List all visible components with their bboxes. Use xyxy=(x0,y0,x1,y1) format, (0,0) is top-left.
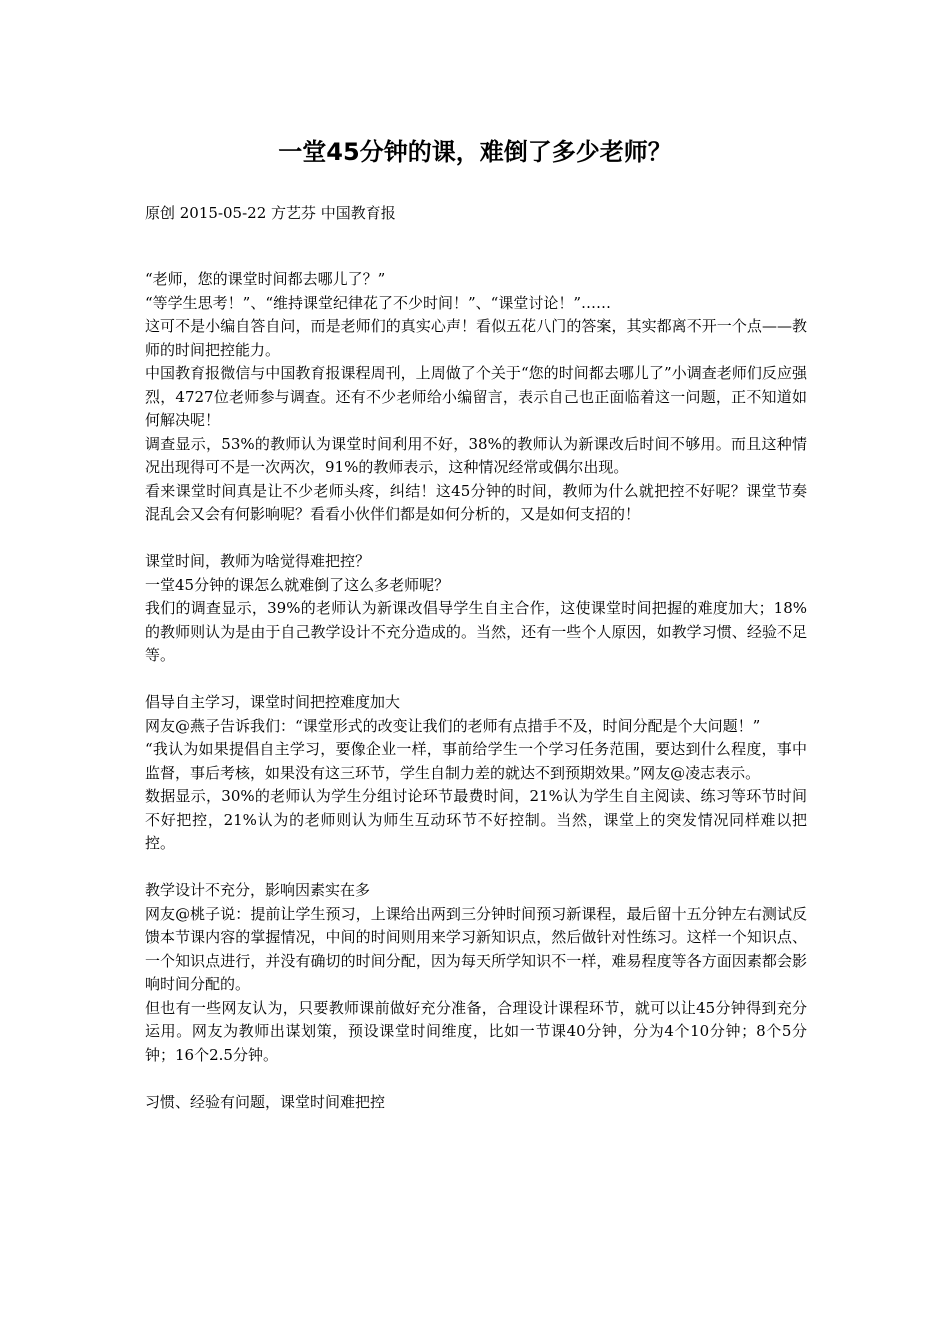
paragraph: 网友@桃子说：提前让学生预习，上课给出两到三分钟时间预习新课程，最后留十五分钟左右测试反馈本节课内容的掌握情况，中间的时间则用来学习新知识点，然后做针对性练习。这样一个知识点、一个知识点进行，并没有确切的时间分配，因为每天所学知识不一样，难易程度等各方面因素都会影响时间分配的。 xyxy=(145,904,807,993)
paragraph-gap xyxy=(145,856,807,880)
paragraph: “老师，您的课堂时间都去哪儿了？” xyxy=(145,270,386,288)
paragraph: 看来课堂时间真是让不少老师头疼，纠结！这45分钟的时间，教师为什么就把控不好呢？课堂节奏混乱会又会有何影响呢？看看小伙伴们都是如何分析的，又是如何支招的！ xyxy=(145,481,807,523)
article-body xyxy=(145,268,807,1114)
article-title: 一堂45分钟的课，难倒了多少老师？ xyxy=(278,138,672,166)
paragraph: 调查显示，53%的教师认为课堂时间利用不好，38%的教师认为新课改后时间不够用。而且这种情况出现得可不是一次两次，91%的教师表示，这种情况经常或偶尔出现。 xyxy=(145,434,807,476)
paragraph: 数据显示，30%的老师认为学生分组讨论环节最费时间，21%认为学生自主阅读、练习等环节时间不好把控，21%认为的老师则认为师生互动环节不好控制。当然，课堂上的突发情况同样难以把控。 xyxy=(145,787,807,852)
paragraph: 但也有一些网友认为，只要教师课前做好充分准备，合理设计课程环节，就可以让45分钟得到充分运用。网友为教师出谋划策，预设课堂时间维度，比如一节课40分钟，分为4个10分钟；8个5分钟；16个2.5分钟。 xyxy=(145,998,807,1064)
paragraph: “等学生思考！”、“维持课堂纪律花了不少时间！”、“课堂讨论！”…… xyxy=(145,293,612,312)
paragraph: 教学设计不充分，影响因素实在多 xyxy=(145,881,371,899)
paragraph: 中国教育报微信与中国教育报课程周刊，上周做了个关于“您的时间都去哪儿了”小调查老师们反应强烈，4727位老师参与调查。还有不少老师给小编留言，表示自己也正面临着这一问题，正不知道如何解决呢！ xyxy=(145,364,807,429)
paragraph: 网友@燕子告诉我们：“课堂形式的改变让我们的老师有点措手不及，时间分配是个大问题！” xyxy=(145,716,761,735)
paragraph-gap xyxy=(145,1067,807,1091)
paragraph: 习惯、经验有问题，课堂时间难把控 xyxy=(145,1092,386,1111)
paragraph: 倡导自主学习，课堂时间把控难度加大 xyxy=(145,693,401,711)
paragraph: 一堂45分钟的课怎么就难倒了这么多老师呢？ xyxy=(145,575,450,594)
paragraph-gap xyxy=(145,527,807,551)
paragraph: 这可不是小编自答自问，而是老师们的真实心声！看似五花八门的答案，其实都离不开一个点——教师的时间把控能力。 xyxy=(145,317,807,359)
article-meta: 原创 2015-05-22 方艺芬 中国教育报 xyxy=(145,204,396,222)
paragraph: 我们的调查显示，39%的老师认为新课改倡导学生自主合作，这使课堂时间把握的难度加大；18%的教师则认为是由于自己教学设计不充分造成的。当然，还有一些个人原因，如教学习惯、经验不足等。 xyxy=(145,599,807,664)
paragraph: “我认为如果提倡自主学习，要像企业一样，事前给学生一个学习任务范围，要达到什么程度，事中监督，事后考核，如果没有这三环节，学生自制力差的就达不到预期效果。”网友@凌志表示。 xyxy=(145,740,807,782)
paragraph: 课堂时间，教师为啥觉得难把控？ xyxy=(145,552,371,570)
paragraph-gap xyxy=(145,668,807,692)
